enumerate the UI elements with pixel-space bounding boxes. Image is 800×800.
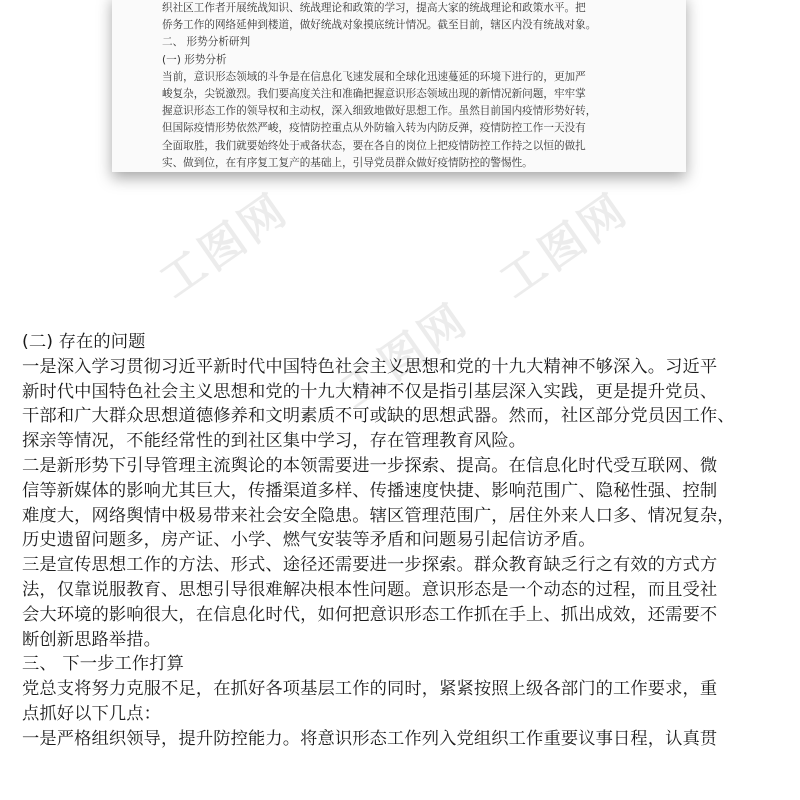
- body-text-line: 断创新思路举措。: [22, 629, 162, 650]
- preview-text-line: 二、 形势分析研判: [162, 36, 251, 49]
- document-preview-text: [162, 0, 666, 172]
- body-text-line: 一是深入学习贯彻习近平新时代中国特色社会主义思想和党的十九大精神不够深入。习近平: [22, 356, 718, 377]
- body-text-line: 党总支将努力克服不足，在抓好各项基层工作的同时，紧紧按照上级各部门的工作要求，重: [22, 679, 718, 700]
- body-text-line: 三是宣传思想工作的方法、形式、途径还需要进一步探索。群众教育缺乏行之有效的方式方: [22, 555, 718, 576]
- body-text-line: 一是严格组织领导，提升防控能力。将意识形态工作列入党组织工作重要议事日程，认真贯: [22, 728, 718, 749]
- body-text-line: 难度大，网络舆情中极易带来社会安全隐患。辖区管理范围广，居住外来人口多、情况复杂，: [22, 505, 735, 526]
- body-text-line: 会大环境的影响很大，在信息化时代，如何把意识形态工作抓在手上、抓出成效，还需要不: [22, 604, 718, 625]
- section-heading: (二) 存在的问题: [22, 332, 146, 352]
- body-text-line: 新时代中国特色社会主义思想和党的十九大精神不仅是指引基层深入实践，更是提升党员、: [22, 381, 718, 402]
- section-heading: 三、 下一步工作打算: [22, 654, 185, 675]
- body-text-line: 探亲等情况，不能经常性的到社区集中学习，存在管理教育风险。: [22, 431, 527, 452]
- preview-text-line: 峻复杂，尖锐激烈。我们要高度关注和准确把握意识形态领域出现的新情况新问题，牢牢掌: [162, 88, 586, 101]
- preview-text-line: 侨务工作的网络延伸到楼道，做好统战对象摸底统计情况。截至目前，辖区内没有统战对象。: [162, 19, 597, 32]
- body-text-line: 干部和广大群众思想道德修养和文明素质不可或缺的思想武器。然而，社区部分党员因工作、: [22, 406, 735, 427]
- document-body: [22, 330, 782, 752]
- watermark: 工图网: [490, 183, 639, 308]
- preview-text-line: 握意识形态工作的领导权和主动权，深入细致地做好思想工作。虽然目前国内疫情形势好转，: [162, 105, 597, 118]
- watermark: 工图网: [150, 183, 299, 308]
- body-text-line: 信等新媒体的影响尤其巨大，传播渠道多样、传播速度快捷、影响范围广、隐秘性强、控制: [22, 480, 718, 501]
- body-text-line: 法，仅靠说服教育、思想引导很难解决根本性问题。意识形态是一个动态的过程，而且受社: [22, 579, 718, 600]
- preview-text-line: (一) 形势分析: [162, 53, 227, 66]
- preview-text-line: 当前，意识形态领域的斗争是在信息化飞速发展和全球化迅速蔓延的环境下进行的，更加严: [162, 70, 586, 83]
- preview-text-line: 实、做到位，在有序复工复产的基础上，引导党员群众做好疫情防控的警惕性。: [162, 156, 533, 169]
- body-text-line: 历史遗留问题多，房产证、小学、燃气安装等矛盾和问题易引起信访矛盾。: [22, 530, 596, 551]
- body-text-line: 点抓好以下几点：: [22, 703, 162, 724]
- preview-text-line: 全面取胜，我们就要始终处于戒备状态，要在各自的岗位上把疫情防控工作持之以恒的做扎: [162, 139, 586, 152]
- preview-text-line: 但国际疫情形势依然严峻，疫情防控重点从外防输入转为内防反弹，疫情防控工作一天没有: [162, 122, 586, 135]
- watermark: 工图网: [330, 293, 479, 418]
- body-text-line: 二是新形势下引导管理主流舆论的本领需要进一步探索、提高。在信息化时代受互联网、微: [22, 455, 718, 476]
- preview-text-line: 织社区工作者开展统战知识、统战理论和政策的学习，提高大家的统战理论和政策水平。把: [162, 2, 586, 14]
- document-preview-card: [112, 0, 686, 172]
